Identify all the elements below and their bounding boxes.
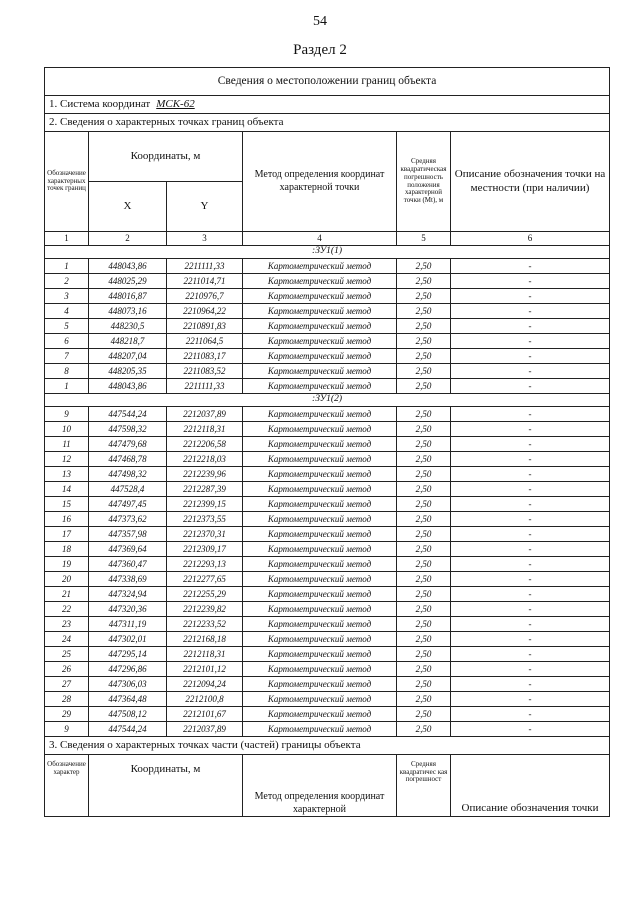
table-row [45, 259, 610, 274]
method-cell: Картометрический метод [243, 692, 397, 707]
point-id-cell: 9 [45, 722, 89, 737]
y-coordinate-cell: 2212399,15 [167, 497, 243, 512]
x-coordinate-cell: 447357,98 [89, 527, 167, 542]
method-cell: Картометрический метод [243, 587, 397, 602]
description-cell: - [451, 557, 610, 572]
point-id-cell: 7 [45, 349, 89, 364]
y-coordinate-cell: 2212037,89 [167, 407, 243, 422]
x-coordinate-cell: 448218,7 [89, 334, 167, 349]
header-method: Метод определения координат характерной точки [243, 132, 397, 232]
accuracy-cell: 2,50 [397, 304, 451, 319]
point-id-cell: 5 [45, 319, 89, 334]
accuracy-cell: 2,50 [397, 542, 451, 557]
group-header-row [45, 246, 610, 259]
point-id-cell: 26 [45, 662, 89, 677]
point-id-cell: 3 [45, 289, 89, 304]
table-row [45, 722, 610, 737]
accuracy-cell: 2,50 [397, 319, 451, 334]
x-coordinate-cell: 448043,86 [89, 379, 167, 394]
table-row [45, 482, 610, 497]
table-row [45, 379, 610, 394]
description-cell: - [451, 422, 610, 437]
y-coordinate-cell: 2211083,52 [167, 364, 243, 379]
bottom-header-point: Обозначение характер [45, 755, 89, 817]
table-row [45, 692, 610, 707]
accuracy-cell: 2,50 [397, 289, 451, 304]
description-cell: - [451, 662, 610, 677]
description-cell: - [451, 304, 610, 319]
y-coordinate-cell: 2212118,31 [167, 647, 243, 662]
y-coordinate-cell: 2212100,8 [167, 692, 243, 707]
accuracy-cell: 2,50 [397, 364, 451, 379]
bottom-header-coords: Координаты, м [89, 755, 243, 817]
accuracy-cell: 2,50 [397, 587, 451, 602]
table-row [45, 527, 610, 542]
description-cell: - [451, 334, 610, 349]
x-coordinate-cell: 447338,69 [89, 572, 167, 587]
table-row [45, 707, 610, 722]
x-coordinate-cell: 447360,47 [89, 557, 167, 572]
point-id-cell: 4 [45, 304, 89, 319]
x-coordinate-cell: 448230,5 [89, 319, 167, 334]
point-id-cell: 21 [45, 587, 89, 602]
y-coordinate-cell: 2212233,52 [167, 617, 243, 632]
point-id-cell: 8 [45, 364, 89, 379]
accuracy-cell: 2,50 [397, 527, 451, 542]
accuracy-cell: 2,50 [397, 452, 451, 467]
y-coordinate-cell: 2212206,58 [167, 437, 243, 452]
method-cell: Картометрический метод [243, 527, 397, 542]
accuracy-cell: 2,50 [397, 379, 451, 394]
accuracy-cell: 2,50 [397, 677, 451, 692]
table-row [45, 304, 610, 319]
table-row [45, 557, 610, 572]
description-cell: - [451, 707, 610, 722]
method-cell: Картометрический метод [243, 572, 397, 587]
accuracy-cell: 2,50 [397, 274, 451, 289]
table-row [45, 572, 610, 587]
description-cell: - [451, 527, 610, 542]
accuracy-cell: 2,50 [397, 482, 451, 497]
y-coordinate-cell: 2212293,13 [167, 557, 243, 572]
x-coordinate-cell: 447369,64 [89, 542, 167, 557]
point-id-cell: 17 [45, 527, 89, 542]
method-cell: Картометрический метод [243, 334, 397, 349]
accuracy-cell: 2,50 [397, 407, 451, 422]
x-coordinate-cell: 447296,86 [89, 662, 167, 677]
description-cell: - [451, 379, 610, 394]
description-cell: - [451, 572, 610, 587]
table-row [45, 349, 610, 364]
point-id-cell: 12 [45, 452, 89, 467]
y-coordinate-cell: 2212373,55 [167, 512, 243, 527]
accuracy-cell: 2,50 [397, 602, 451, 617]
accuracy-cell: 2,50 [397, 647, 451, 662]
y-coordinate-cell: 2212370,31 [167, 527, 243, 542]
description-cell: - [451, 407, 610, 422]
x-coordinate-cell: 448043,86 [89, 259, 167, 274]
description-cell: - [451, 452, 610, 467]
accuracy-cell: 2,50 [397, 334, 451, 349]
column-number: 2 [89, 232, 167, 246]
method-cell: Картометрический метод [243, 304, 397, 319]
accuracy-cell: 2,50 [397, 707, 451, 722]
description-cell: - [451, 364, 610, 379]
description-cell: - [451, 602, 610, 617]
description-cell: - [451, 289, 610, 304]
y-coordinate-cell: 2211014,71 [167, 274, 243, 289]
point-id-cell: 13 [45, 467, 89, 482]
x-coordinate-cell: 447544,24 [89, 722, 167, 737]
header-accuracy: Средняя квадратическая погрешность положения характерной точки (Mt), м [397, 132, 451, 232]
x-coordinate-cell: 447544,24 [89, 407, 167, 422]
description-cell: - [451, 349, 610, 364]
table-row [45, 677, 610, 692]
header-coords: Координаты, м [89, 132, 243, 182]
table-row [45, 662, 610, 677]
method-cell: Картометрический метод [243, 542, 397, 557]
table-row [45, 452, 610, 467]
method-cell: Картометрический метод [243, 602, 397, 617]
column-number: 3 [167, 232, 243, 246]
description-cell: - [451, 647, 610, 662]
x-coordinate-cell: 447295,14 [89, 647, 167, 662]
table-row [45, 289, 610, 304]
header-description: Описание обозначения точки на местности (при наличии) [451, 132, 610, 232]
accuracy-cell: 2,50 [397, 557, 451, 572]
method-cell: Картометрический метод [243, 617, 397, 632]
point-id-cell: 19 [45, 557, 89, 572]
method-cell: Картометрический метод [243, 632, 397, 647]
x-coordinate-cell: 448073,16 [89, 304, 167, 319]
group-name: :ЗУ1(2) [45, 394, 610, 407]
description-cell: - [451, 617, 610, 632]
method-cell: Картометрический метод [243, 722, 397, 737]
accuracy-cell: 2,50 [397, 422, 451, 437]
description-cell: - [451, 319, 610, 334]
table-row [45, 274, 610, 289]
section3-title: 3. Сведения о характерных точках части (частей) границы объекта [45, 737, 610, 755]
table-row [45, 542, 610, 557]
accuracy-cell: 2,50 [397, 497, 451, 512]
y-coordinate-cell: 2211083,17 [167, 349, 243, 364]
method-cell: Картометрический метод [243, 319, 397, 334]
accuracy-cell: 2,50 [397, 572, 451, 587]
table-row [45, 647, 610, 662]
point-id-cell: 16 [45, 512, 89, 527]
accuracy-cell: 2,50 [397, 437, 451, 452]
section-title: Раздел 2 [293, 42, 347, 58]
y-coordinate-cell: 2210964,22 [167, 304, 243, 319]
coord-system-row [45, 96, 610, 114]
description-cell: - [451, 437, 610, 452]
table-row [45, 497, 610, 512]
description-cell: - [451, 677, 610, 692]
method-cell: Картометрический метод [243, 497, 397, 512]
bottom-header-description: Описание обозначения точки [451, 755, 610, 817]
y-coordinate-cell: 2212309,17 [167, 542, 243, 557]
x-coordinate-cell: 447479,68 [89, 437, 167, 452]
method-cell: Картометрический метод [243, 289, 397, 304]
x-coordinate-cell: 447498,32 [89, 467, 167, 482]
point-id-cell: 11 [45, 437, 89, 452]
column-number: 1 [45, 232, 89, 246]
method-cell: Картометрический метод [243, 647, 397, 662]
method-cell: Картометрический метод [243, 677, 397, 692]
point-id-cell: 25 [45, 647, 89, 662]
y-coordinate-cell: 2212118,31 [167, 422, 243, 437]
table-row [45, 364, 610, 379]
y-coordinate-cell: 2212239,82 [167, 602, 243, 617]
accuracy-cell: 2,50 [397, 467, 451, 482]
description-cell: - [451, 497, 610, 512]
point-id-cell: 6 [45, 334, 89, 349]
y-coordinate-cell: 2212277,65 [167, 572, 243, 587]
x-coordinate-cell: 447311,19 [89, 617, 167, 632]
x-coordinate-cell: 447320,36 [89, 602, 167, 617]
description-cell: - [451, 467, 610, 482]
x-coordinate-cell: 448025,29 [89, 274, 167, 289]
method-cell: Картометрический метод [243, 259, 397, 274]
accuracy-cell: 2,50 [397, 692, 451, 707]
method-cell: Картометрический метод [243, 422, 397, 437]
point-id-cell: 9 [45, 407, 89, 422]
x-coordinate-cell: 447306,03 [89, 677, 167, 692]
accuracy-cell: 2,50 [397, 617, 451, 632]
method-cell: Картометрический метод [243, 707, 397, 722]
column-numbers-row [45, 232, 610, 246]
point-id-cell: 29 [45, 707, 89, 722]
x-coordinate-cell: 447373,62 [89, 512, 167, 527]
y-coordinate-cell: 2212218,03 [167, 452, 243, 467]
method-cell: Картометрический метод [243, 482, 397, 497]
point-id-cell: 18 [45, 542, 89, 557]
table-row [45, 437, 610, 452]
header-y: Y [167, 182, 243, 232]
description-cell: - [451, 587, 610, 602]
boundary-table [44, 67, 610, 817]
method-cell: Картометрический метод [243, 437, 397, 452]
description-cell: - [451, 722, 610, 737]
description-cell: - [451, 542, 610, 557]
point-id-cell: 22 [45, 602, 89, 617]
table-row [45, 632, 610, 647]
accuracy-cell: 2,50 [397, 259, 451, 274]
y-coordinate-cell: 2210976,7 [167, 289, 243, 304]
group-name: :ЗУ1(1) [45, 246, 610, 259]
table-title: Сведения о местоположении границ объекта [45, 68, 610, 96]
header-x: X [89, 182, 167, 232]
y-coordinate-cell: 2212101,12 [167, 662, 243, 677]
y-coordinate-cell: 2212239,96 [167, 467, 243, 482]
accuracy-cell: 2,50 [397, 632, 451, 647]
method-cell: Картометрический метод [243, 512, 397, 527]
point-id-cell: 23 [45, 617, 89, 632]
y-coordinate-cell: 2212287,39 [167, 482, 243, 497]
point-id-cell: 1 [45, 379, 89, 394]
method-cell: Картометрический метод [243, 379, 397, 394]
x-coordinate-cell: 447598,32 [89, 422, 167, 437]
method-cell: Картометрический метод [243, 349, 397, 364]
method-cell: Картометрический метод [243, 452, 397, 467]
description-cell: - [451, 274, 610, 289]
description-cell: - [451, 512, 610, 527]
description-cell: - [451, 632, 610, 647]
table-row [45, 587, 610, 602]
section2-title: 2. Сведения о характерных точках границ объекта [45, 114, 610, 132]
x-coordinate-cell: 447364,48 [89, 692, 167, 707]
group-header-row [45, 394, 610, 407]
point-id-cell: 24 [45, 632, 89, 647]
x-coordinate-cell: 447497,45 [89, 497, 167, 512]
method-cell: Картометрический метод [243, 557, 397, 572]
point-id-cell: 27 [45, 677, 89, 692]
table-row [45, 602, 610, 617]
method-cell: Картометрический метод [243, 274, 397, 289]
table-row [45, 467, 610, 482]
point-id-cell: 14 [45, 482, 89, 497]
x-coordinate-cell: 447324,94 [89, 587, 167, 602]
point-id-cell: 20 [45, 572, 89, 587]
description-cell: - [451, 692, 610, 707]
y-coordinate-cell: 2212168,18 [167, 632, 243, 647]
x-coordinate-cell: 448207,04 [89, 349, 167, 364]
table-row [45, 617, 610, 632]
y-coordinate-cell: 2212094,24 [167, 677, 243, 692]
coord-system-value: МСК-62 [156, 98, 195, 110]
point-id-cell: 15 [45, 497, 89, 512]
x-coordinate-cell: 447468,78 [89, 452, 167, 467]
column-number: 6 [451, 232, 610, 246]
y-coordinate-cell: 2212255,29 [167, 587, 243, 602]
method-cell: Картометрический метод [243, 662, 397, 677]
header-point: Обозначение характерных точек границ [45, 132, 89, 232]
coord-system-label: 1. Система координат [49, 98, 151, 110]
y-coordinate-cell: 2212101,67 [167, 707, 243, 722]
table-row [45, 334, 610, 349]
y-coordinate-cell: 2211111,33 [167, 379, 243, 394]
point-id-cell: 1 [45, 259, 89, 274]
table-row [45, 319, 610, 334]
y-coordinate-cell: 2211064,5 [167, 334, 243, 349]
y-coordinate-cell: 2211111,33 [167, 259, 243, 274]
x-coordinate-cell: 447528,4 [89, 482, 167, 497]
method-cell: Картометрический метод [243, 407, 397, 422]
accuracy-cell: 2,50 [397, 349, 451, 364]
y-coordinate-cell: 2212037,89 [167, 722, 243, 737]
column-number: 5 [397, 232, 451, 246]
x-coordinate-cell: 447302,01 [89, 632, 167, 647]
accuracy-cell: 2,50 [397, 662, 451, 677]
page-number: 54 [313, 14, 327, 29]
accuracy-cell: 2,50 [397, 512, 451, 527]
x-coordinate-cell: 448016,87 [89, 289, 167, 304]
x-coordinate-cell: 448205,35 [89, 364, 167, 379]
point-id-cell: 28 [45, 692, 89, 707]
method-cell: Картометрический метод [243, 364, 397, 379]
point-id-cell: 10 [45, 422, 89, 437]
accuracy-cell: 2,50 [397, 722, 451, 737]
method-cell: Картометрический метод [243, 467, 397, 482]
point-id-cell: 2 [45, 274, 89, 289]
x-coordinate-cell: 447508,12 [89, 707, 167, 722]
table-row [45, 422, 610, 437]
description-cell: - [451, 259, 610, 274]
bottom-header-method: Метод определения координат характерной [243, 755, 397, 817]
column-number: 4 [243, 232, 397, 246]
table-row [45, 512, 610, 527]
description-cell: - [451, 482, 610, 497]
table-row [45, 407, 610, 422]
y-coordinate-cell: 2210891,83 [167, 319, 243, 334]
bottom-header-accuracy: Средняя квадратичес кая погрешност [397, 755, 451, 817]
